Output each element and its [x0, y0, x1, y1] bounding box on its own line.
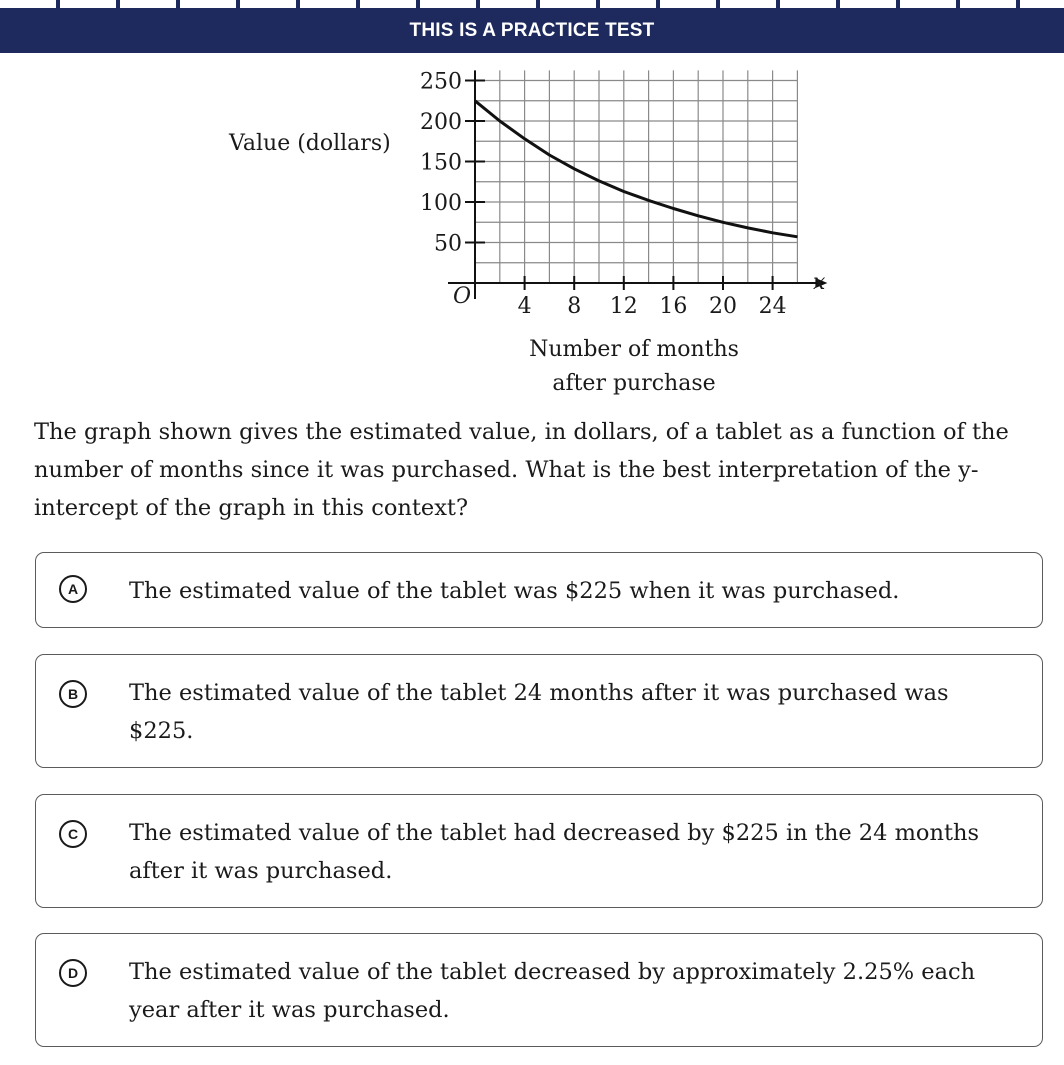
origin-label: O [453, 284, 472, 309]
x-tick-label: 24 [758, 294, 787, 319]
practice-test-banner: THIS IS A PRACTICE TEST [0, 8, 1064, 53]
y-tick-label: 200 [420, 110, 462, 135]
x-axis-title-line-1: Number of months [529, 337, 739, 362]
choice-a-text: The estimated value of the tablet was $225 when it was purchased. [129, 578, 900, 604]
choice-d[interactable] [35, 933, 1043, 1047]
value-graph [0, 53, 1064, 333]
y-tick-label: 150 [420, 150, 462, 176]
choice-d-letter-badge: D [59, 959, 87, 987]
chart-grid [475, 70, 797, 283]
choice-a[interactable] [35, 552, 1043, 628]
x-tick-label: 20 [709, 294, 737, 319]
choice-c[interactable] [35, 794, 1043, 908]
choice-c-letter-badge: C [59, 820, 87, 848]
x-tick-label: 8 [567, 294, 582, 319]
x-tick-label: 4 [517, 294, 532, 319]
y-axis-label: Value (dollars) [229, 131, 391, 156]
chart-axes [448, 70, 827, 299]
y-tick-label: 50 [434, 231, 462, 257]
x-tick-label: 16 [659, 294, 688, 319]
choice-b-text: The estimated value of the tablet 24 months after it was purchased was $225. [129, 680, 949, 744]
choice-b[interactable] [35, 654, 1043, 768]
x-axis-letter: x [813, 270, 826, 295]
choice-d-text: The estimated value of the tablet decreased by approximately 2.25% each year after it was purchased. [129, 959, 976, 1023]
choice-c-text: The estimated value of the tablet had decreased by $225 in the 24 months after it was purchased. [129, 820, 980, 884]
choice-a-letter-badge: A [59, 575, 87, 603]
x-tick-label: 12 [609, 294, 638, 319]
question-text: The graph shown gives the estimated value, in dollars, of a tablet as a function of the number of months since it was purchased. What is the best interpretation of the y-intercept of the graph in this context? [34, 419, 1009, 521]
y-tick-label: 250 [420, 69, 462, 95]
top-dashed-rule [0, 0, 1064, 8]
x-axis-title [0, 333, 1064, 401]
choice-b-letter-badge: B [59, 680, 87, 708]
y-tick-label: 100 [420, 191, 462, 216]
x-axis-title-line-2: after purchase [552, 371, 716, 396]
